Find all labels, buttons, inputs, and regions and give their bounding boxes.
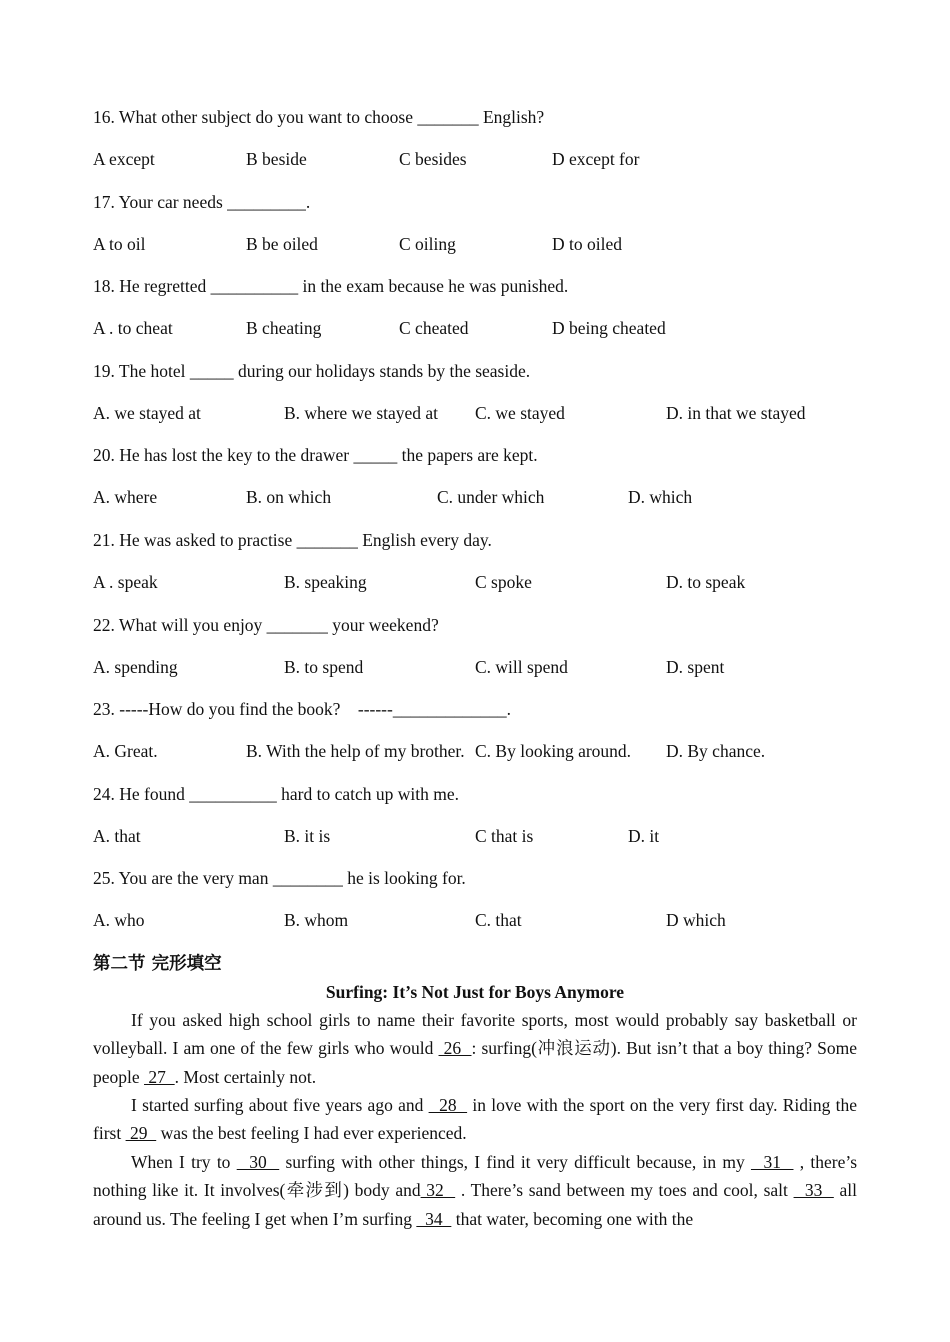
q21-option-b: B. speaking — [284, 572, 367, 592]
q19-option-b: B. where we stayed at — [284, 403, 439, 423]
q24-option-d: D. it — [628, 826, 660, 846]
blank-28: 28 — [428, 1095, 468, 1115]
blank-26: 26 — [438, 1038, 472, 1059]
q22-option-a: A. spending — [93, 657, 178, 677]
question-16: 16. What other subject do you want to choose _______ English? — [93, 107, 545, 127]
q19-option-c: C. we stayed — [475, 403, 565, 423]
p2-text-a: I started surfing about five years ago and — [131, 1095, 429, 1115]
q22-option-b: B. to spend — [284, 657, 364, 677]
q25-option-d: D which — [666, 910, 726, 930]
q24-option-c: C that is — [475, 826, 534, 846]
q20-option-c: C. under which — [437, 487, 545, 507]
question-23: 23. -----How do you find the book? ------_____________. — [93, 699, 511, 719]
question-24: 24. He found __________ hard to catch up with me. — [93, 784, 459, 804]
p1-text-c: : surfing(冲浪运动). But isn’t that a boy thing? Some people — [93, 1038, 857, 1087]
q23-option-c: C. By looking around. — [475, 741, 632, 761]
p3-text-e: . There’s sand between my toes and cool, salt — [455, 1180, 794, 1201]
q20-option-a: A. where — [93, 487, 158, 507]
q23-option-a: A. Great. — [93, 741, 158, 761]
p1-text-a: If you asked high school girls to name their favorite sports, most would probably say basketball or volleyball. I am one of the few girls who would — [93, 1010, 857, 1059]
blank-27: 27 — [144, 1066, 175, 1087]
q19-option-d: D. in that we stayed — [666, 403, 806, 423]
q20-option-b: B. on which — [246, 487, 332, 507]
p3-text-c: surfing with other things, I find it very difficult because, in my — [279, 1152, 751, 1172]
q17-option-d: D to oiled — [552, 234, 622, 254]
blank-32: 32 — [420, 1180, 456, 1201]
question-25: 25. You are the very man ________ he is looking for. — [93, 868, 466, 888]
p3-text-a: When I try to — [131, 1152, 237, 1172]
q24-option-a: A. that — [93, 826, 141, 846]
q23-option-d: D. By chance. — [666, 741, 766, 761]
question-22: 22. What will you enjoy _______ your weekend? — [93, 615, 439, 635]
blank-29: 29 — [125, 1123, 157, 1144]
q21-option-c: C spoke — [475, 572, 532, 592]
q17-option-a: A to oil — [93, 234, 146, 254]
passage-paragraph-1 — [93, 1006, 857, 1091]
q20-option-d: D. which — [628, 487, 693, 507]
q24-option-b: B. it is — [284, 826, 331, 846]
p2-text-c: in love with the sport on the very first day. Riding the first — [93, 1095, 857, 1144]
q16-option-b: B beside — [246, 149, 307, 169]
question-17: 17. Your car needs _________. — [93, 192, 311, 212]
q19-option-a: A. we stayed at — [93, 403, 201, 423]
p3-text-g: that water, becoming one with the — [451, 1208, 694, 1229]
q21-option-d: D. to speak — [666, 572, 746, 592]
q16-option-d: D except for — [552, 149, 640, 169]
q16-option-a: A except — [93, 149, 155, 169]
blank-30: 30 — [236, 1152, 280, 1172]
q22-option-d: D. spent — [666, 657, 725, 677]
p2-text-d: was the best feeling I had ever experienced. — [156, 1123, 467, 1144]
passage-title: Surfing: It’s Not Just for Boys Anymore — [325, 982, 625, 1002]
question-20: 20. He has lost the key to the drawer _____ the papers are kept. — [93, 445, 538, 465]
question-18: 18. He regretted __________ in the exam because he was punished. — [93, 276, 569, 296]
q22-option-c: C. will spend — [475, 657, 568, 677]
p3-text-f: all around us. The feeling I get when I’m surfing — [93, 1180, 857, 1229]
q25-option-c: C. that — [475, 910, 522, 930]
q18-option-a: A . to cheat — [93, 318, 173, 338]
q17-option-c: C oiling — [399, 234, 456, 254]
p1-text-d: . Most certainly not. — [174, 1066, 317, 1087]
q18-option-d: D being cheated — [552, 318, 666, 338]
passage-paragraph-3 — [93, 1148, 857, 1233]
passage-paragraph-2 — [93, 1091, 857, 1148]
section-heading: 第二节 完形填空 — [93, 954, 222, 974]
q18-option-c: C cheated — [399, 318, 469, 338]
q18-option-b: B cheating — [246, 318, 322, 338]
q21-option-a: A . speak — [93, 572, 158, 592]
blank-34: 34 — [416, 1208, 452, 1229]
q25-option-b: B. whom — [284, 910, 349, 930]
q17-option-b: B be oiled — [246, 234, 318, 254]
question-19: 19. The hotel _____ during our holidays stands by the seaside. — [93, 361, 531, 381]
q16-option-c: C besides — [399, 149, 467, 169]
blank-33: 33 — [793, 1180, 834, 1201]
blank-31: 31 — [750, 1152, 794, 1172]
q25-option-a: A. who — [93, 910, 145, 930]
question-21: 21. He was asked to practise _______ English every day. — [93, 530, 492, 550]
p3-text-d: , there’s nothing like it. It involves(牵涉到) body and — [93, 1152, 858, 1201]
q23-option-b: B. With the help of my brother. — [246, 741, 465, 761]
